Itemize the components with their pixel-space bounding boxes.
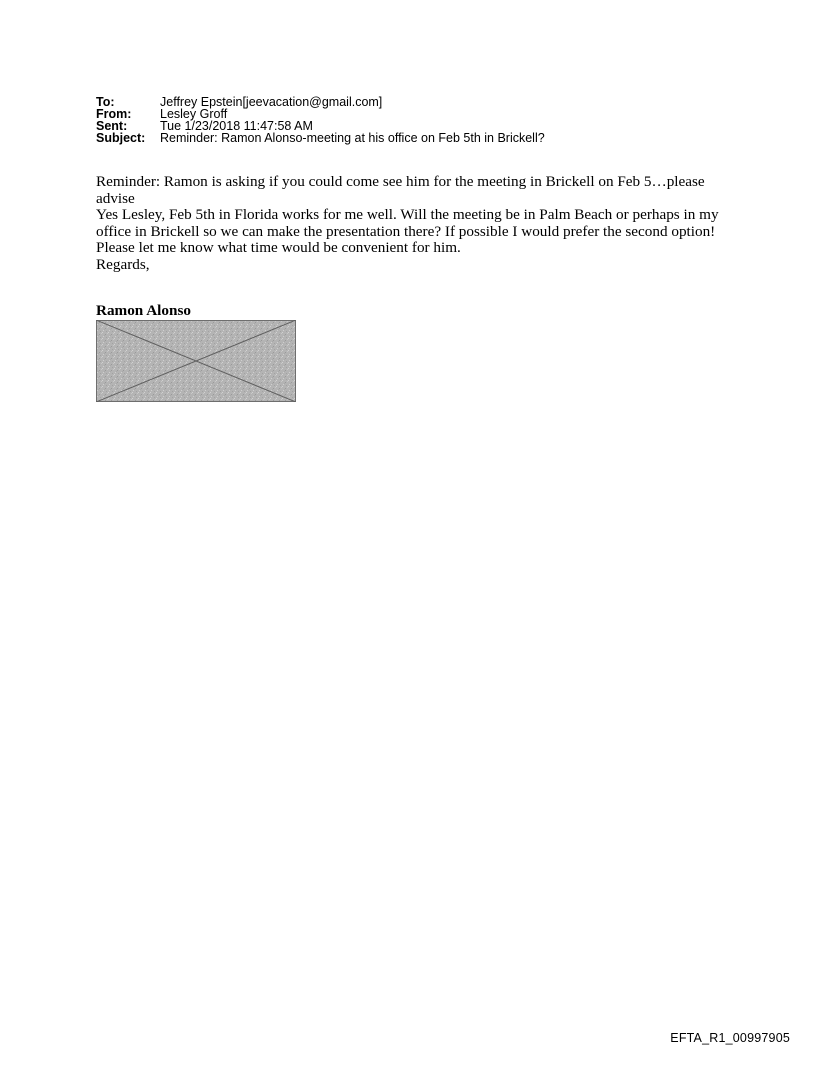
email-body xyxy=(96,174,736,273)
email-headers xyxy=(96,96,545,144)
header-label: To: xyxy=(96,95,115,109)
signature-name: Ramon Alonso xyxy=(96,302,191,319)
header-value: Tue 1/23/2018 11:47:58 AM xyxy=(160,119,313,133)
header-value: Lesley Groff xyxy=(160,107,228,121)
body-reply: Yes Lesley, Feb 5th in Florida works for me well. Will the meeting be in Palm Beach or perhaps in my office in Brickell so we can make the presentation there? If possible I would prefer the second option! Please let me know what time would be convenient for him. xyxy=(96,206,719,256)
header-value: Jeffrey Epstein[jeevacation@gmail.com] xyxy=(160,95,383,109)
header-label: From: xyxy=(96,107,132,121)
header-subject xyxy=(96,132,545,144)
body-reminder: Reminder: Ramon is asking if you could come see him for the meeting in Brickell on Feb 5…please advise xyxy=(96,173,705,207)
broken-image-placeholder-icon xyxy=(96,320,296,402)
header-label: Sent: xyxy=(96,119,128,133)
document-id: EFTA_R1_00997905 xyxy=(670,1031,790,1045)
body-closing: Regards, xyxy=(96,255,150,273)
header-label: Subject: xyxy=(96,131,146,145)
header-value: Reminder: Ramon Alonso-meeting at his office on Feb 5th in Brickell? xyxy=(160,131,545,145)
